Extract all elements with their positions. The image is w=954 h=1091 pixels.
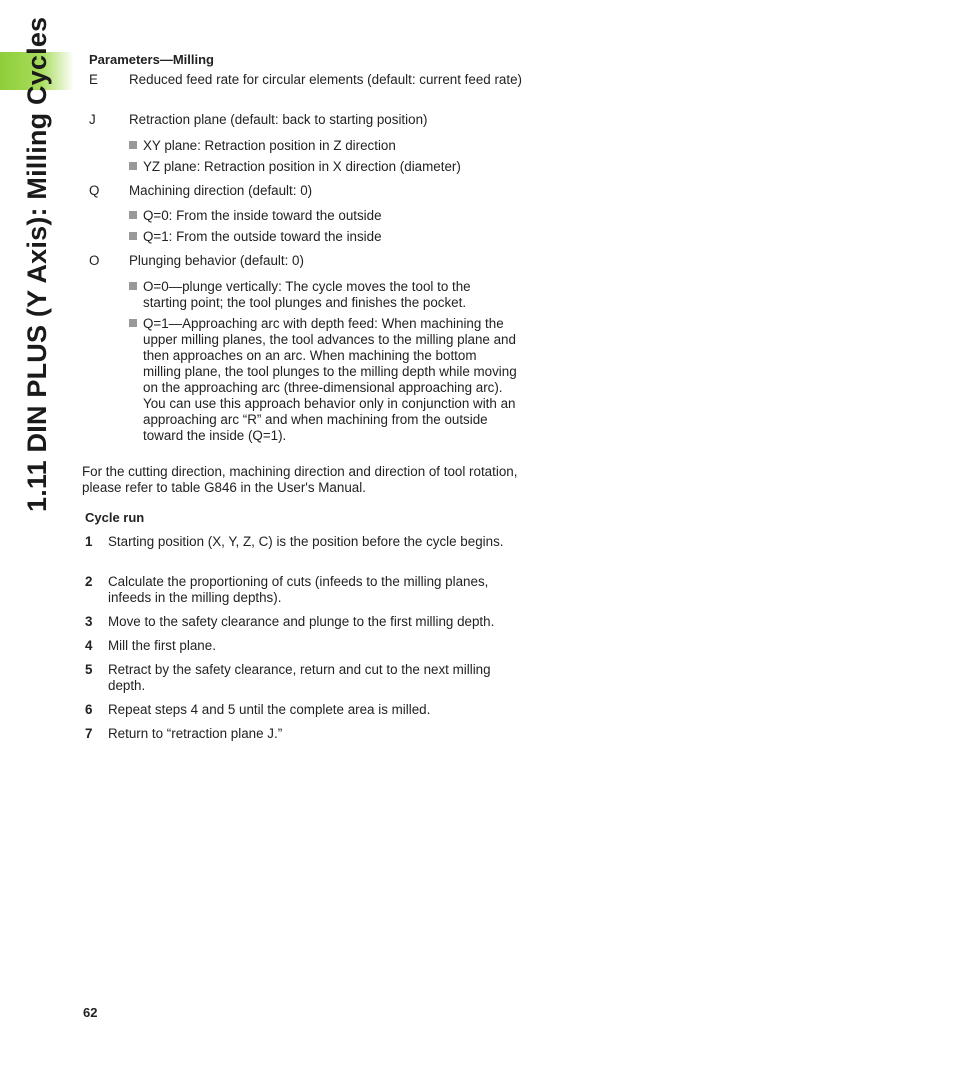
bullet-text: Q=1—Approaching arc with depth feed: When machining the upper milling planes, the tool advances to the milling plane and then approaches on an arc. When machining the bottom milling plane, the tool plunges to the milling depth while moving on the approaching arc (three-dimensional approaching arc). You can use this approach behavior only in conjunction with an approaching arc “R” and when machining from the outside toward the inside (Q=1). [143, 316, 517, 443]
chapter-title: 1.11 DIN PLUS (Y Axis): Milling Cycles [22, 16, 52, 512]
step-number: 7 [85, 726, 93, 741]
step-number: 4 [85, 638, 93, 653]
o-bullet-1 [129, 279, 524, 310]
step-number: 3 [85, 614, 93, 629]
step-text: Move to the safety clearance and plunge to the first milling depth. [108, 614, 495, 629]
bullet-text: Q=1: From the outside toward the inside [143, 229, 382, 244]
param-letter-q: Q [89, 183, 100, 198]
param-text-o: Plunging behavior (default: 0) [129, 253, 304, 268]
step-number: 2 [85, 574, 93, 589]
param-letter-e: E [89, 72, 98, 87]
step-number: 6 [85, 702, 93, 717]
step-number: 1 [85, 534, 93, 549]
bullet-text: YZ plane: Retraction position in X direction (diameter) [143, 159, 461, 174]
q-bullet-2 [129, 229, 524, 245]
square-bullet-icon [129, 319, 137, 327]
step-text: Mill the first plane. [108, 638, 216, 653]
page-number: 62 [83, 1005, 98, 1020]
cutting-direction-note: For the cutting direction, machining direction and direction of tool rotation, please refer to table G846 in the User's Manual. [82, 464, 518, 495]
step-text: Starting position (X, Y, Z, C) is the position before the cycle begins. [108, 534, 504, 549]
step-text: Return to “retraction plane J.” [108, 726, 283, 741]
square-bullet-icon [129, 162, 137, 170]
cycle-run-heading: Cycle run [85, 510, 145, 525]
bullet-text: XY plane: Retraction position in Z direction [143, 138, 396, 153]
param-letter-j: J [89, 112, 96, 127]
param-letter-o: O [89, 253, 100, 268]
step-number: 5 [85, 662, 93, 677]
step-text: Repeat steps 4 and 5 until the complete area is milled. [108, 702, 431, 717]
param-text-q: Machining direction (default: 0) [129, 183, 313, 198]
square-bullet-icon [129, 211, 137, 219]
step-text: Retract by the safety clearance, return and cut to the next milling depth. [108, 662, 491, 693]
square-bullet-icon [129, 232, 137, 240]
bullet-text: Q=0: From the inside toward the outside [143, 208, 382, 223]
square-bullet-icon [129, 141, 137, 149]
o-bullet-2 [129, 316, 524, 443]
j-bullet-1 [129, 138, 524, 154]
parameters-heading: Parameters—Milling [89, 52, 214, 67]
param-text-j: Retraction plane (default: back to starting position) [129, 112, 428, 127]
step-text: Calculate the proportioning of cuts (infeeds to the milling planes, infeeds in the milling depths). [108, 574, 489, 605]
square-bullet-icon [129, 282, 137, 290]
param-text-e: Reduced feed rate for circular elements (default: current feed rate) [129, 72, 522, 87]
q-bullet-1 [129, 208, 524, 224]
j-bullet-2 [129, 159, 524, 175]
bullet-text: O=0—plunge vertically: The cycle moves the tool to the starting point; the tool plunges and finishes the pocket. [143, 279, 471, 310]
